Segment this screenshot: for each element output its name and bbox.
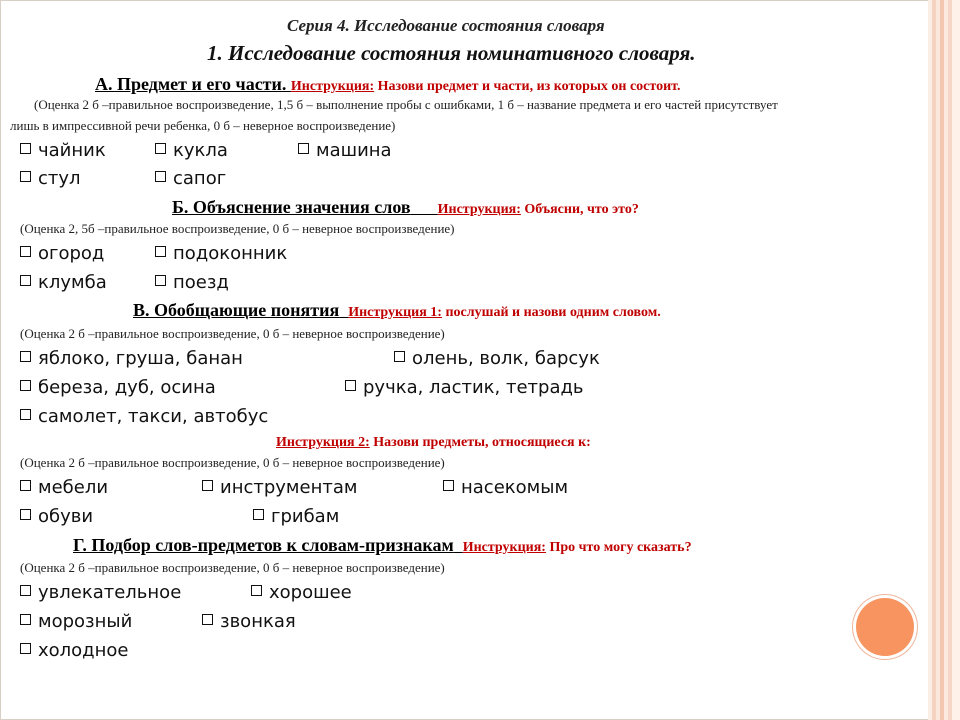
section-v-title: В. Обобщающие понятия — [133, 300, 340, 320]
list-item[interactable]: поезд — [155, 272, 229, 293]
list-item[interactable]: береза, дуб, осина — [20, 377, 216, 398]
checkbox-icon[interactable] — [443, 480, 454, 491]
section-b-heading — [172, 197, 639, 218]
list-item[interactable]: огород — [20, 243, 104, 264]
checkbox-icon[interactable] — [20, 643, 31, 654]
section-g-instruction-label: Инструкция: — [462, 540, 546, 555]
section-v-note-2: (Оценка 2 б –правильное воспроизведение, 0 б – неверное воспроизведение) — [20, 455, 445, 470]
list-item[interactable]: ручка, ластик, тетрадь — [345, 377, 584, 398]
section-v-instruction-label: Инструкция 1: — [348, 305, 442, 320]
list-item[interactable]: звонкая — [202, 611, 296, 632]
list-item[interactable]: подоконник — [155, 243, 287, 264]
section-v-heading — [133, 300, 661, 321]
list-item[interactable]: грибам — [253, 506, 339, 527]
list-item[interactable]: увлекательное — [20, 582, 181, 603]
list-item[interactable]: олень, волк, барсук — [394, 348, 600, 369]
checkbox-icon[interactable] — [298, 143, 309, 154]
checkbox-icon[interactable] — [251, 585, 262, 596]
decorative-circle — [856, 598, 914, 656]
section-subtitle: 1. Исследование состояния номинативного словаря. — [207, 41, 696, 65]
checkbox-icon[interactable] — [20, 171, 31, 182]
section-g-heading — [73, 535, 692, 556]
list-item[interactable]: холодное — [20, 640, 128, 661]
checkbox-icon[interactable] — [155, 246, 166, 257]
list-item[interactable]: клумба — [20, 272, 107, 293]
list-item[interactable]: насекомым — [443, 477, 568, 498]
section-b-instruction-text: Объясни, что это? — [520, 202, 639, 217]
series-title: Серия 4. Исследование состояния словаря — [287, 16, 605, 35]
section-g-instruction-text: Про что могу сказать? — [545, 540, 692, 555]
section-v-instruction-2-label: Инструкция 2: — [276, 435, 370, 450]
section-b-instruction-label: Инструкция: — [437, 202, 521, 217]
list-item[interactable]: чайник — [20, 140, 106, 161]
checkbox-icon[interactable] — [202, 614, 213, 625]
section-a-note-2: лишь в импрессивной речи ребенка, 0 б – неверное воспроизведение) — [10, 118, 396, 133]
checkbox-icon[interactable] — [20, 614, 31, 625]
section-v-instruction-2-text: Назови предметы, относящиеся к: — [369, 435, 591, 450]
section-a-title: А. Предмет и его части. — [95, 74, 291, 94]
list-item[interactable]: яблоко, груша, банан — [20, 348, 243, 369]
list-item[interactable]: обуви — [20, 506, 93, 527]
list-item[interactable]: сапог — [155, 168, 226, 189]
checkbox-icon[interactable] — [20, 585, 31, 596]
list-item[interactable]: мебели — [20, 477, 108, 498]
checkbox-icon[interactable] — [20, 351, 31, 362]
checkbox-icon[interactable] — [20, 509, 31, 520]
section-a-instruction-label: Инструкция: — [290, 79, 375, 94]
checkbox-icon[interactable] — [20, 409, 31, 420]
checkbox-icon[interactable] — [20, 480, 31, 491]
checkbox-icon[interactable] — [155, 143, 166, 154]
checkbox-icon[interactable] — [20, 143, 31, 154]
checkbox-icon[interactable] — [202, 480, 213, 491]
checkbox-icon[interactable] — [20, 275, 31, 286]
list-item[interactable]: стул — [20, 168, 81, 189]
decorative-side-band — [928, 0, 960, 720]
section-b-title: Б. Объяснение значения слов — [172, 197, 411, 217]
section-v-note: (Оценка 2 б –правильное воспроизведение, 0 б – неверное воспроизведение) — [20, 326, 445, 341]
checkbox-icon[interactable] — [155, 275, 166, 286]
list-item[interactable]: машина — [298, 140, 392, 161]
checkbox-icon[interactable] — [20, 380, 31, 391]
checkbox-icon[interactable] — [345, 380, 356, 391]
checkbox-icon[interactable] — [20, 246, 31, 257]
section-a-note-1: (Оценка 2 б –правильное воспроизведение, 1,5 б – выполнение пробы с ошибками, 1 б – название предмета и его частей присутствует — [34, 97, 778, 112]
list-item[interactable]: морозный — [20, 611, 132, 632]
list-item[interactable]: кукла — [155, 140, 228, 161]
list-item[interactable]: хорошее — [251, 582, 352, 603]
section-g-note: (Оценка 2 б –правильное воспроизведение, 0 б – неверное воспроизведение) — [20, 560, 445, 575]
checkbox-icon[interactable] — [394, 351, 405, 362]
section-a-instruction-text: Назови предмет и части, из которых он состоит. — [374, 79, 681, 94]
checkbox-icon[interactable] — [155, 171, 166, 182]
checkbox-icon[interactable] — [253, 509, 264, 520]
section-g-title: Г. Подбор слов-предметов к словам-признакам — [73, 535, 454, 555]
list-item[interactable]: инструментам — [202, 477, 357, 498]
section-a-heading — [95, 74, 680, 95]
section-b-note: (Оценка 2, 5б –правильное воспроизведение, 0 б – неверное воспроизведение) — [20, 221, 455, 236]
section-v-instruction-text: послушай и назови одним словом. — [441, 305, 661, 320]
list-item[interactable]: самолет, такси, автобус — [20, 406, 268, 427]
section-v-instruction-2 — [276, 433, 591, 451]
